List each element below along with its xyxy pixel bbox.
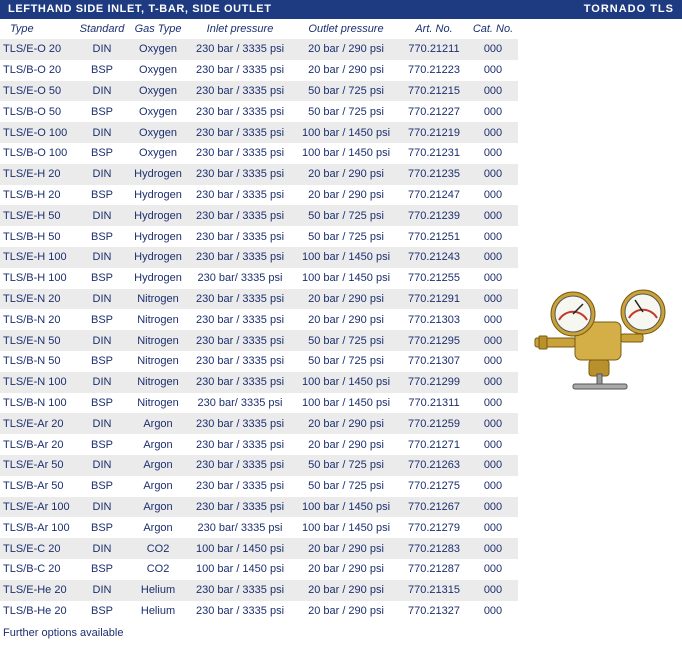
cell-gas-type: Hydrogen (128, 205, 188, 226)
cell-type: TLS/B-O 50 (0, 101, 76, 122)
cell-gas-type: Nitrogen (128, 351, 188, 372)
cell-gas-type: Hydrogen (128, 185, 188, 206)
table-row (0, 393, 518, 414)
cell-inlet-pressure: 230 bar / 3335 psi (188, 455, 292, 476)
cell-gas-type: Argon (128, 455, 188, 476)
cell-type: TLS/E-O 100 (0, 122, 76, 143)
cell-inlet-pressure: 230 bar / 3335 psi (188, 351, 292, 372)
cell-inlet-pressure: 100 bar / 1450 psi (188, 559, 292, 580)
table-row (0, 164, 518, 185)
table-row (0, 580, 518, 601)
cell-standard: BSP (76, 559, 128, 580)
column-header-type: Type (0, 19, 76, 39)
cell-outlet-pressure: 50 bar / 725 psi (292, 81, 400, 102)
cell-standard: DIN (76, 39, 128, 60)
cell-outlet-pressure: 20 bar / 290 psi (292, 164, 400, 185)
cell-standard: DIN (76, 497, 128, 518)
cell-art-no: 770.21295 (400, 330, 468, 351)
cell-art-no: 770.21263 (400, 455, 468, 476)
column-header-gas-type: Gas Type (128, 19, 188, 39)
cell-inlet-pressure: 100 bar / 1450 psi (188, 538, 292, 559)
header-bar (0, 0, 682, 19)
cell-type: TLS/B-Ar 100 (0, 517, 76, 538)
cell-outlet-pressure: 100 bar / 1450 psi (292, 247, 400, 268)
cell-type: TLS/B-Ar 20 (0, 434, 76, 455)
cell-standard: DIN (76, 580, 128, 601)
table-row (0, 538, 518, 559)
cell-cat-no: 000 (468, 60, 518, 81)
cell-inlet-pressure: 230 bar / 3335 psi (188, 247, 292, 268)
cell-art-no: 770.21291 (400, 289, 468, 310)
cell-standard: BSP (76, 101, 128, 122)
table-row (0, 559, 518, 580)
cell-outlet-pressure: 20 bar / 290 psi (292, 434, 400, 455)
cell-cat-no: 000 (468, 226, 518, 247)
cell-type: TLS/E-N 50 (0, 330, 76, 351)
cell-art-no: 770.21283 (400, 538, 468, 559)
cell-art-no: 770.21243 (400, 247, 468, 268)
cell-standard: DIN (76, 122, 128, 143)
column-header-inlet-pressure: Inlet pressure (188, 19, 292, 39)
table-row (0, 309, 518, 330)
cell-art-no: 770.21275 (400, 476, 468, 497)
cell-cat-no: 000 (468, 580, 518, 601)
cell-standard: BSP (76, 601, 128, 622)
cell-cat-no: 000 (468, 122, 518, 143)
cell-cat-no: 000 (468, 309, 518, 330)
cell-outlet-pressure: 50 bar / 725 psi (292, 205, 400, 226)
page-title: LEFTHAND SIDE INLET, T-BAR, SIDE OUTLET (8, 3, 272, 15)
cell-gas-type: Hydrogen (128, 164, 188, 185)
cell-outlet-pressure: 20 bar / 290 psi (292, 60, 400, 81)
cell-cat-no: 000 (468, 351, 518, 372)
table-row (0, 81, 518, 102)
cell-outlet-pressure: 20 bar / 290 psi (292, 309, 400, 330)
cell-art-no: 770.21247 (400, 185, 468, 206)
cell-gas-type: CO2 (128, 559, 188, 580)
table-row (0, 185, 518, 206)
cell-inlet-pressure: 230 bar / 3335 psi (188, 434, 292, 455)
table-row (0, 247, 518, 268)
table-header-row (0, 19, 518, 39)
cell-inlet-pressure: 230 bar / 3335 psi (188, 580, 292, 601)
cell-outlet-pressure: 20 bar / 290 psi (292, 538, 400, 559)
pressure-regulator-icon (533, 286, 681, 394)
cell-art-no: 770.21327 (400, 601, 468, 622)
cell-art-no: 770.21227 (400, 101, 468, 122)
table-row (0, 289, 518, 310)
table-row (0, 205, 518, 226)
cell-outlet-pressure: 20 bar / 290 psi (292, 289, 400, 310)
cell-gas-type: Oxygen (128, 39, 188, 60)
cell-inlet-pressure: 230 bar / 3335 psi (188, 330, 292, 351)
cell-standard: BSP (76, 268, 128, 289)
cell-inlet-pressure: 230 bar/ 3335 psi (188, 393, 292, 414)
table-row (0, 143, 518, 164)
cell-cat-no: 000 (468, 39, 518, 60)
cell-inlet-pressure: 230 bar / 3335 psi (188, 497, 292, 518)
cell-art-no: 770.21279 (400, 517, 468, 538)
cell-standard: DIN (76, 372, 128, 393)
cell-inlet-pressure: 230 bar / 3335 psi (188, 122, 292, 143)
cell-art-no: 770.21211 (400, 39, 468, 60)
cell-art-no: 770.21215 (400, 81, 468, 102)
cell-cat-no: 000 (468, 185, 518, 206)
table-row (0, 101, 518, 122)
table-row (0, 351, 518, 372)
cell-cat-no: 000 (468, 497, 518, 518)
cell-outlet-pressure: 100 bar / 1450 psi (292, 393, 400, 414)
cell-standard: BSP (76, 351, 128, 372)
cell-type: TLS/E-N 100 (0, 372, 76, 393)
cell-outlet-pressure: 20 bar / 290 psi (292, 413, 400, 434)
cell-inlet-pressure: 230 bar / 3335 psi (188, 39, 292, 60)
cell-standard: BSP (76, 476, 128, 497)
cell-gas-type: Nitrogen (128, 309, 188, 330)
cell-gas-type: Argon (128, 497, 188, 518)
cell-cat-no: 000 (468, 143, 518, 164)
cell-gas-type: Helium (128, 601, 188, 622)
column-header-outlet-pressure: Outlet pressure (292, 19, 400, 39)
cell-cat-no: 000 (468, 247, 518, 268)
cell-art-no: 770.21231 (400, 143, 468, 164)
cell-type: TLS/E-Ar 50 (0, 455, 76, 476)
cell-art-no: 770.21271 (400, 434, 468, 455)
cell-inlet-pressure: 230 bar / 3335 psi (188, 101, 292, 122)
cell-standard: DIN (76, 81, 128, 102)
cell-standard: DIN (76, 164, 128, 185)
cell-cat-no: 000 (468, 538, 518, 559)
cell-type: TLS/B-H 50 (0, 226, 76, 247)
cell-standard: BSP (76, 60, 128, 81)
cell-inlet-pressure: 230 bar / 3335 psi (188, 413, 292, 434)
table-row (0, 60, 518, 81)
cell-outlet-pressure: 50 bar / 725 psi (292, 476, 400, 497)
cell-gas-type: Nitrogen (128, 372, 188, 393)
cell-outlet-pressure: 100 bar / 1450 psi (292, 497, 400, 518)
cell-type: TLS/E-H 50 (0, 205, 76, 226)
cell-standard: DIN (76, 247, 128, 268)
cell-outlet-pressure: 50 bar / 725 psi (292, 330, 400, 351)
cell-cat-no: 000 (468, 372, 518, 393)
table-row (0, 413, 518, 434)
cell-cat-no: 000 (468, 601, 518, 622)
cell-type: TLS/E-H 20 (0, 164, 76, 185)
cell-standard: BSP (76, 393, 128, 414)
table-row (0, 476, 518, 497)
cell-cat-no: 000 (468, 101, 518, 122)
table-row (0, 517, 518, 538)
cell-standard: DIN (76, 289, 128, 310)
cell-type: TLS/E-Ar 100 (0, 497, 76, 518)
cell-art-no: 770.21219 (400, 122, 468, 143)
cell-outlet-pressure: 50 bar / 725 psi (292, 351, 400, 372)
cell-cat-no: 000 (468, 413, 518, 434)
cell-type: TLS/B-H 20 (0, 185, 76, 206)
cell-cat-no: 000 (468, 268, 518, 289)
cell-outlet-pressure: 50 bar / 725 psi (292, 455, 400, 476)
table-row (0, 268, 518, 289)
cell-standard: BSP (76, 185, 128, 206)
cell-gas-type: Helium (128, 580, 188, 601)
cell-inlet-pressure: 230 bar / 3335 psi (188, 164, 292, 185)
cell-outlet-pressure: 100 bar / 1450 psi (292, 143, 400, 164)
cell-standard: DIN (76, 330, 128, 351)
cell-inlet-pressure: 230 bar / 3335 psi (188, 143, 292, 164)
cell-type: TLS/E-He 20 (0, 580, 76, 601)
cell-standard: BSP (76, 226, 128, 247)
cell-inlet-pressure: 230 bar / 3335 psi (188, 226, 292, 247)
table-row (0, 39, 518, 60)
cell-type: TLS/B-O 20 (0, 60, 76, 81)
cell-art-no: 770.21251 (400, 226, 468, 247)
cell-outlet-pressure: 20 bar / 290 psi (292, 39, 400, 60)
cell-cat-no: 000 (468, 393, 518, 414)
cell-outlet-pressure: 100 bar / 1450 psi (292, 372, 400, 393)
cell-outlet-pressure: 20 bar / 290 psi (292, 580, 400, 601)
cell-gas-type: Hydrogen (128, 247, 188, 268)
cell-outlet-pressure: 20 bar / 290 psi (292, 185, 400, 206)
cell-type: TLS/E-O 50 (0, 81, 76, 102)
cell-gas-type: Nitrogen (128, 289, 188, 310)
table-row (0, 226, 518, 247)
column-header-standard: Standard (76, 19, 128, 39)
cell-cat-no: 000 (468, 434, 518, 455)
table-row (0, 455, 518, 476)
cell-art-no: 770.21239 (400, 205, 468, 226)
cell-art-no: 770.21315 (400, 580, 468, 601)
cell-gas-type: Argon (128, 434, 188, 455)
cell-inlet-pressure: 230 bar / 3335 psi (188, 309, 292, 330)
cell-art-no: 770.21311 (400, 393, 468, 414)
cell-cat-no: 000 (468, 330, 518, 351)
cell-type: TLS/E-Ar 20 (0, 413, 76, 434)
cell-art-no: 770.21259 (400, 413, 468, 434)
cell-art-no: 770.21223 (400, 60, 468, 81)
cell-outlet-pressure: 50 bar / 725 psi (292, 226, 400, 247)
cell-inlet-pressure: 230 bar / 3335 psi (188, 205, 292, 226)
cell-standard: DIN (76, 538, 128, 559)
table-row (0, 497, 518, 518)
cell-outlet-pressure: 100 bar / 1450 psi (292, 268, 400, 289)
cell-gas-type: CO2 (128, 538, 188, 559)
cell-inlet-pressure: 230 bar / 3335 psi (188, 60, 292, 81)
cell-standard: DIN (76, 413, 128, 434)
cell-type: TLS/B-N 100 (0, 393, 76, 414)
cell-outlet-pressure: 100 bar / 1450 psi (292, 517, 400, 538)
cell-outlet-pressure: 100 bar / 1450 psi (292, 122, 400, 143)
cell-gas-type: Nitrogen (128, 330, 188, 351)
cell-gas-type: Hydrogen (128, 226, 188, 247)
cell-gas-type: Nitrogen (128, 393, 188, 414)
column-header-art-no: Art. No. (400, 19, 468, 39)
cell-art-no: 770.21303 (400, 309, 468, 330)
column-header-cat-no: Cat. No. (468, 19, 518, 39)
cell-gas-type: Oxygen (128, 101, 188, 122)
cell-standard: BSP (76, 143, 128, 164)
cell-cat-no: 000 (468, 517, 518, 538)
brand-label: TORNADO TLS (583, 3, 674, 15)
cell-art-no: 770.21255 (400, 268, 468, 289)
cell-outlet-pressure: 50 bar / 725 psi (292, 101, 400, 122)
cell-inlet-pressure: 230 bar / 3335 psi (188, 81, 292, 102)
cell-gas-type: Oxygen (128, 122, 188, 143)
cell-standard: DIN (76, 455, 128, 476)
cell-cat-no: 000 (468, 476, 518, 497)
cell-standard: BSP (76, 434, 128, 455)
cell-cat-no: 000 (468, 455, 518, 476)
cell-type: TLS/B-Ar 50 (0, 476, 76, 497)
table-row (0, 601, 518, 622)
cell-gas-type: Hydrogen (128, 268, 188, 289)
cell-art-no: 770.21235 (400, 164, 468, 185)
cell-standard: BSP (76, 517, 128, 538)
cell-gas-type: Oxygen (128, 60, 188, 81)
cell-inlet-pressure: 230 bar/ 3335 psi (188, 517, 292, 538)
cell-inlet-pressure: 230 bar/ 3335 psi (188, 268, 292, 289)
table-row (0, 330, 518, 351)
cell-art-no: 770.21267 (400, 497, 468, 518)
cell-gas-type: Argon (128, 476, 188, 497)
cell-cat-no: 000 (468, 289, 518, 310)
table-row (0, 122, 518, 143)
cell-outlet-pressure: 20 bar / 290 psi (292, 601, 400, 622)
cell-gas-type: Argon (128, 517, 188, 538)
cell-type: TLS/B-He 20 (0, 601, 76, 622)
cell-type: TLS/B-C 20 (0, 559, 76, 580)
cell-art-no: 770.21287 (400, 559, 468, 580)
cell-type: TLS/B-H 100 (0, 268, 76, 289)
cell-outlet-pressure: 20 bar / 290 psi (292, 559, 400, 580)
product-table (0, 19, 518, 621)
table-row (0, 434, 518, 455)
cell-cat-no: 000 (468, 164, 518, 185)
cell-gas-type: Oxygen (128, 81, 188, 102)
cell-type: TLS/B-N 20 (0, 309, 76, 330)
cell-inlet-pressure: 230 bar / 3335 psi (188, 476, 292, 497)
table-row (0, 372, 518, 393)
cell-gas-type: Argon (128, 413, 188, 434)
cell-cat-no: 000 (468, 81, 518, 102)
cell-standard: BSP (76, 309, 128, 330)
cell-inlet-pressure: 230 bar / 3335 psi (188, 289, 292, 310)
cell-type: TLS/E-H 100 (0, 247, 76, 268)
cell-type: TLS/E-C 20 (0, 538, 76, 559)
cell-type: TLS/E-N 20 (0, 289, 76, 310)
cell-type: TLS/E-O 20 (0, 39, 76, 60)
cell-gas-type: Oxygen (128, 143, 188, 164)
cell-cat-no: 000 (468, 205, 518, 226)
footer-note: Further options available (3, 627, 124, 639)
cell-inlet-pressure: 230 bar / 3335 psi (188, 185, 292, 206)
cell-art-no: 770.21307 (400, 351, 468, 372)
cell-inlet-pressure: 230 bar / 3335 psi (188, 372, 292, 393)
cell-art-no: 770.21299 (400, 372, 468, 393)
cell-inlet-pressure: 230 bar / 3335 psi (188, 601, 292, 622)
cell-type: TLS/B-N 50 (0, 351, 76, 372)
cell-type: TLS/B-O 100 (0, 143, 76, 164)
cell-standard: DIN (76, 205, 128, 226)
cell-cat-no: 000 (468, 559, 518, 580)
